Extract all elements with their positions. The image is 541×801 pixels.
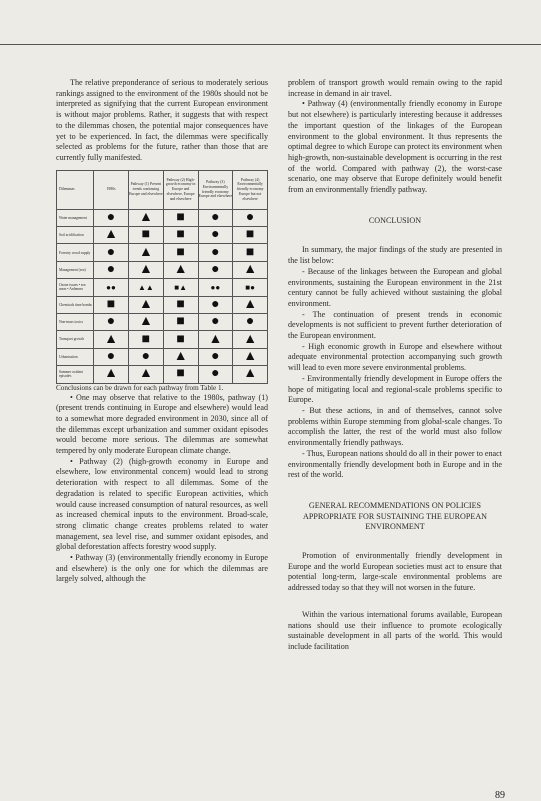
symbol-cell: ▲: [129, 296, 164, 313]
symbol-cell: ●: [198, 244, 233, 261]
list-item: - Thus, European nations should do all in their power to enact environmentally friendly development both in Europe and in the rest of the world.: [288, 448, 502, 480]
paragraph: Promotion of environmentally friendly development in Europe and the world European societies must act to ensure that potential long-term, large-scale environmental problems are addressed today so that they will not worsen in the future.: [288, 551, 502, 593]
pathway-table: [56, 170, 268, 384]
symbol-cell: ▲: [129, 261, 164, 278]
symbol-cell: ■: [129, 331, 164, 348]
row-label: Soil acidification: [57, 227, 94, 244]
paragraph: The relative preponderance of serious to moderately serious rankings assigned to the environment of the 1980s should not be interpreted as signifying that the current European environment is without major problems. Rather, it suggests that with respect to the dilemmas chosen, the potential major consequences have yet to be experienced. In fact, the dilemmas were specifically selected as problems for the future, rather than those that are currently fully manifested.: [56, 78, 268, 162]
paragraph: • Pathway (2) (high-growth economy in Europe and elsewhere, low environmental concern) would lead to strong deterioration with respect to all dilemmas. Some of the degradation is related to specific European activities, which would cause increased consumption of natural resources, as well as increased chemical inputs to the environment. Broad-scale, strong climatic change creates problems related to water management, sea level rise, and summer oxidant episodes, and global deforestation affects forestry wood supply.: [56, 456, 268, 552]
list-item: - Because of the linkages between the European and global environments, sustaining the European environment in the 21st century cannot be fully achieved without sustaining the global environment.: [288, 266, 502, 308]
table-row: [57, 331, 268, 348]
paragraph: Within the various international forums available, European nations should use their influence to promote ecologically sustainable development in all parts of the world. This would include facilitation: [288, 609, 502, 651]
symbol-cell: ■: [163, 366, 198, 383]
row-label: Ozone issues • sea areas • Ardennes: [57, 279, 94, 296]
symbol-cell: ▲: [233, 366, 268, 383]
row-label: Forestry wood supply: [57, 244, 94, 261]
symbol-cell: ■▲: [163, 279, 198, 296]
paragraph: In summary, the major findings of the study are presented in the list below:: [288, 245, 502, 266]
table-header-row: [57, 170, 268, 209]
left-column: [56, 78, 268, 585]
symbol-cell: ▲: [129, 366, 164, 383]
paragraph: • One may observe that relative to the 1980s, pathway (1) (present trends continuing in Europe and elsewhere) would lead to a somewhat more degraded environment in 2030, since all of the dilemmas except urbanization and summer oxidant episodes would become more serious. The dilemmas are somewhat tempered by only moderate European climate change.: [56, 392, 268, 456]
row-label: Chemicals time bombs: [57, 296, 94, 313]
table-row: [57, 296, 268, 313]
symbol-cell: ●: [198, 227, 233, 244]
symbol-cell: ●: [198, 209, 233, 226]
table-caption: Conclusions can be drawn for each pathway from Table 1.: [56, 383, 224, 392]
symbol-cell: ▲: [129, 313, 164, 330]
table-header: Dilemmas: [57, 170, 94, 209]
symbol-cell: ●: [198, 348, 233, 365]
list-item: - Environmentally friendly development in Europe offers the hope of mitigating local and regional-scale problems specific to Europe.: [288, 373, 502, 405]
symbol-cell: ■: [163, 313, 198, 330]
list-item: - High economic growth in Europe and elsewhere without adequate environmental protection accompanying such growth will lead to even more severe environmental problems.: [288, 341, 502, 373]
symbol-cell: ●: [129, 348, 164, 365]
row-label: Urbanisation: [57, 348, 94, 365]
table-row: [57, 209, 268, 226]
symbol-cell: ▲: [233, 296, 268, 313]
symbol-cell: ●: [198, 261, 233, 278]
symbol-cell: ●: [198, 296, 233, 313]
symbol-cell: ■: [163, 296, 198, 313]
symbol-cell: ▲: [233, 261, 268, 278]
section-heading: GENERAL RECOMMENDATIONS ON POLICIES APPROPRIATE FOR SUSTAINING THE EUROPEAN ENVIRONMENT: [302, 500, 488, 532]
symbol-cell: ■: [94, 296, 129, 313]
table-header: Pathway (1) Present trends continuing Europe and elsewhere: [129, 170, 164, 209]
symbol-cell: ▲: [163, 348, 198, 365]
symbol-cell: ●: [94, 244, 129, 261]
symbol-cell: ▲: [94, 366, 129, 383]
symbol-cell: ●: [94, 261, 129, 278]
symbol-cell: ●: [94, 348, 129, 365]
symbol-cell: ■: [163, 227, 198, 244]
table-row: [57, 227, 268, 244]
table-row: [57, 279, 268, 296]
table-row: [57, 366, 268, 383]
symbol-cell: ●: [94, 209, 129, 226]
symbol-cell: ■: [233, 244, 268, 261]
symbol-cell: ●●: [94, 279, 129, 296]
symbol-cell: ●: [233, 209, 268, 226]
symbol-cell: ●●: [198, 279, 233, 296]
symbol-cell: ▲: [233, 331, 268, 348]
table-row: [57, 244, 268, 261]
section-heading: CONCLUSION: [368, 215, 422, 225]
row-label: Water management: [57, 209, 94, 226]
top-rule: [0, 44, 541, 45]
page-number: 89: [495, 790, 505, 801]
symbol-cell: ●: [94, 313, 129, 330]
table-row: [57, 348, 268, 365]
symbol-cell: ■: [233, 227, 268, 244]
row-label: Transport growth: [57, 331, 94, 348]
row-label: Non-mass toxics: [57, 313, 94, 330]
symbol-cell: ▲: [94, 227, 129, 244]
symbol-cell: ■: [163, 209, 198, 226]
symbol-cell: ▲: [233, 348, 268, 365]
table-header: 1980s: [94, 170, 129, 209]
list-item: - The continuation of present trends in economic developments is not sufficient to prevent further deterioration of the European environment.: [288, 309, 502, 341]
symbol-cell: ●: [233, 313, 268, 330]
row-label: Management (sea): [57, 261, 94, 278]
row-label: Summer oxidant episodes: [57, 366, 94, 383]
symbol-cell: ■: [129, 227, 164, 244]
symbol-cell: ■: [163, 331, 198, 348]
symbol-cell: ▲: [129, 244, 164, 261]
table-header: Pathway (2) High-growth economy in Europe and elsewhere, Europe and elsewhere: [163, 170, 198, 209]
symbol-cell: ▲: [198, 331, 233, 348]
right-column: [288, 78, 502, 653]
table-row: [57, 261, 268, 278]
paragraph: • Pathway (3) (environmentally friendly economy in Europe and elsewhere) is the only one for which the dilemmas are largely solved, although the: [56, 553, 268, 584]
table-row: [57, 313, 268, 330]
table-header: Pathway (3) Environmentally friendly economy Europe and elsewhere: [198, 170, 233, 209]
symbol-cell: ▲▲: [129, 279, 164, 296]
table-header: Pathway (4) Environmentally friendly economy Europe but not elsewhere: [233, 170, 268, 209]
paragraph: problem of transport growth would remain owing to the rapid increase in demand in air travel.: [288, 78, 502, 98]
symbol-cell: ▲: [129, 209, 164, 226]
symbol-cell: ■: [163, 244, 198, 261]
list-item: - But these actions, in and of themselves, cannot solve problems within Europe stemming from global-scale changes. To accomplish the latter, the rest of the world must also follow environmentally friendly pathways.: [288, 405, 502, 448]
symbol-cell: ▲: [94, 331, 129, 348]
symbol-cell: ■●: [233, 279, 268, 296]
symbol-cell: ●: [198, 313, 233, 330]
paragraph: • Pathway (4) (environmentally friendly economy in Europe but not elsewhere) is particularly interesting because it addresses the important question of the linkages of the European environment to the global environment. It thus represents the optimal degree to which Europe can protect its environment when high-growth, non-sustainable development is occurring in the rest of the world. Compared with pathway (2), the worst-case scenario, one may observe that Europe definitely would benefit from an environmentally friendly pathway.: [288, 99, 502, 195]
symbol-cell: ●: [198, 366, 233, 383]
symbol-cell: ▲: [163, 261, 198, 278]
